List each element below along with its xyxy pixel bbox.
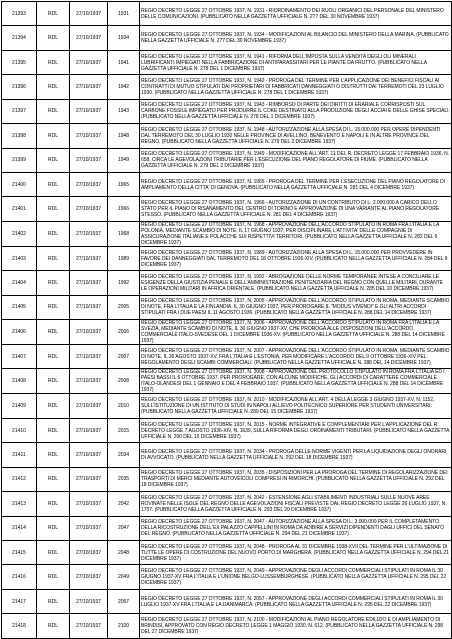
act-date: 27/10/1937: [70, 320, 108, 345]
act-description: REGIO DECRETO LEGGE 27 OTTOBRE 1937, N. 2035 - DISPOSIZIONI PER LA PROROGA DEL TERMINE DI REGOLARIZZAZIONE DEI TRASPORTI DI MERCI MEDIANTE AUTOVEICOLI COMPRESI IN RIMORCHI. (PUBBLICATO NELLA GAZZETTA UFFICIALE N. 292 DEL 18 DICEMBRE 1937): [140, 467, 452, 491]
act-date: 27/10/1937: [70, 246, 108, 270]
act-date: 27/10/1937: [70, 614, 108, 638]
act-type: RDL: [37, 75, 70, 99]
act-date: 27/10/1937: [70, 394, 108, 418]
table-row: [2, 148, 452, 172]
act-number: 2057: [108, 589, 140, 613]
act-date: 27/10/1937: [70, 295, 108, 319]
act-number: 2034: [108, 443, 140, 467]
act-date: 27/10/1937: [70, 221, 108, 246]
row-number: 21396: [2, 75, 37, 99]
row-number: 21406: [2, 320, 37, 345]
act-number: 1948: [108, 124, 140, 148]
act-type: RDL: [37, 467, 70, 491]
act-type: RDL: [37, 565, 70, 589]
act-type: RDL: [37, 492, 70, 516]
table-row: [2, 271, 452, 295]
row-number: 21411: [2, 443, 37, 467]
table-row: [2, 467, 452, 491]
table-row: [2, 345, 452, 369]
registry-table: [1, 1, 452, 639]
table-row: [2, 221, 452, 246]
row-number: 21410: [2, 418, 37, 442]
table-row: [2, 443, 452, 467]
act-number: 1931: [108, 2, 140, 26]
act-type: RDL: [37, 589, 70, 613]
row-number: 21400: [2, 172, 37, 196]
act-description: REGIO DECRETO LEGGE 27 OTTOBRE 1937, N. 1989 - AUTORIZZAZIONE ALLA SPESA DI L. 15.000.000 PER PROVVEDERE IN FAVORE DEI DANNEGGIATI DAL TERREMOTO DEL 18 OTTOBRE 1936-XIV. (PUBBLICATO NELLA GAZZETTA UFFICIALE N. 284 DEL 9 DICEMBRE 1937): [140, 246, 452, 270]
row-number: 21405: [2, 295, 37, 319]
table-row: [2, 50, 452, 74]
row-number: 21399: [2, 148, 37, 172]
act-number: 2047: [108, 516, 140, 540]
act-description: REGIO DECRETO LEGGE 27 OTTOBRE 1937, N. 1949 - MODIFICAZIONE ALL'ART. 11 DEL R. DECRETO LEGGE 17 FEBBRAIO 1936, N. 658, CIRCA LE AGEVOLAZIONI TRIBUTARIE PER L'ESECUZIONE DEL PIANO REGOLATORE DI FIUME. (PUBBLICATO NELLA GAZZETTA UFFICIALE N. 279 DEL 2 DICEMBRE 1937): [140, 148, 452, 172]
act-date: 27/10/1937: [70, 148, 108, 172]
act-date: 27/10/1937: [70, 516, 108, 540]
table-row: [2, 320, 452, 345]
act-type: RDL: [37, 394, 70, 418]
table-row: [2, 492, 452, 516]
act-number: 1934: [108, 26, 140, 50]
act-number: 2015: [108, 418, 140, 442]
row-number: 21416: [2, 565, 37, 589]
act-number: 2100: [108, 614, 140, 638]
act-description: REGIO DECRETO LEGGE 27 OTTOBRE 1937, N. 1992 - ABROGAZIONE DELLE NORME TEMPORANEE INTESE A CONCILIARE LE ESIGENZE DELLA GIUSTIZIA PENALE E DELL'AMMINISTRAZIONE PENITENZIARIA DEL REGNO CON QUELLE MILITARI, DURANTE LE OPERAZIONI MILITARI IN AFRICA ORIENTALE. (PUBBLICATO NELLA GAZZETTA UFFICIALE N. 285 DEL 10 DICEMBRE 1937): [140, 271, 452, 295]
row-number: 21412: [2, 467, 37, 491]
row-number: 21415: [2, 541, 37, 565]
table-row: [2, 2, 452, 26]
act-type: RDL: [37, 418, 70, 442]
table-row: [2, 516, 452, 540]
act-description: REGIO DECRETO LEGGE 27 OTTOBRE 1937, N. 2049 - APPROVAZIONE DEGLI ACCORDI COMMERCIALI STIPULATI IN ROMA IL 30 GIUGNO 1937-XV FRA L'ITALIA E L'UNIONE BELGO-LUSSEMBURGHESE. (PUBBLICATO NELLA GAZZETTA UFFICIALE N. 295 DEL 22 DICEMBRE 1937): [140, 565, 452, 589]
act-description: REGIO DECRETO LEGGE 27 OTTOBRE 1937, N. 1943 - RIMBORSO DI PARTE DEI DIRITTI DI ERARIALE CORRISPOSTI SUL CARBONE FOSSILE IMPIEGATO PER PRODURRE IL COKE DESTINATO ALLA PRODUZIONE DEGLI ACCIAI E DELLE GHISE SPECIALI. (PUBBLICATO NELLA GAZZETTA UFFICIALE N. 278 DEL 1 DICEMBRE 1937): [140, 99, 452, 123]
act-description: REGIO DECRETO LEGGE 27 OTTOBRE 1937, N. 1948 - AUTORIZZAZIONE ALLA SPESA DI L. 15.000.000 PER OPERE DIPENDENTI DAL TERREMOTO DEL 30 LUGLIO 1930 NELLE PROVINCE DI AVELLINO, BENEVENTO E NAPOLI E IN ALTRE PROVINCE DEL REGNO. (PUBBLICATO NELLA GAZZETTA UFFICIALE N. 279 DEL 2 DICEMBRE 1937): [140, 124, 452, 148]
act-number: 1992: [108, 271, 140, 295]
act-date: 27/10/1937: [70, 467, 108, 491]
row-number: 21401: [2, 197, 37, 221]
act-description: REGIO DECRETO LEGGE 27 OTTOBRE 1937, N. 1942 - PROROGA DEL TERMINE PER L'APPLICAZIONE DEI BENEFICI FISCALI AI CONTRATTI DI MUTUO STIPULATI DAI PROPRIETARI DI FABBRICATI DANNEGGIATI O DISTRUTTI DAI TERREMOTI DEL 23 LUGLIO 1930. (PUBBLICATO NELLA GAZZETTA UFFICIALE N. 278 DEL 1 DICEMBRE 1937): [140, 75, 452, 99]
act-type: RDL: [37, 320, 70, 345]
row-number: 21413: [2, 492, 37, 516]
table-row: [2, 26, 452, 50]
act-date: 27/10/1937: [70, 492, 108, 516]
row-number: 21404: [2, 271, 37, 295]
table-row: [2, 295, 452, 319]
row-number: 21407: [2, 345, 37, 369]
act-type: RDL: [37, 541, 70, 565]
act-number: 1965: [108, 172, 140, 196]
act-description: REGIO DECRETO LEGGE 27 OTTOBRE 1937, N. 1934 - MODIFICAZIONI AL BILANCIO DEL MINISTERO DELLA MARINA. (PUBBLICATO NELLA GAZZETTA UFFICIALE N. 277 DEL 30 NOVEMBRE 1937): [140, 26, 452, 50]
act-number: 2048: [108, 541, 140, 565]
act-type: RDL: [37, 26, 70, 50]
act-number: 2042: [108, 492, 140, 516]
act-description: REGIO DECRETO LEGGE 27 OTTOBRE 1937, N. 2100 - MODIFICAZIONI AL PIANO REGOLATORE EDILIZIO E DI AMPLIAMENTO DI BRINDISI, APPROVATO CON REGIO DECRETO LEGGE 1 MAGGIO 1930, N. 612. (PUBBLICATO NELLA GAZZETTA UFFICIALE N. 298 DEL 27 DICEMBRE 1937): [140, 614, 452, 638]
table-row: [2, 124, 452, 148]
act-number: 2006: [108, 320, 140, 345]
act-number: 1989: [108, 246, 140, 270]
act-date: 27/10/1937: [70, 418, 108, 442]
act-type: RDL: [37, 246, 70, 270]
act-type: RDL: [37, 148, 70, 172]
act-description: REGIO DECRETO LEGGE 27 OTTOBRE 1937, N. 2006 - APPROVAZIONE DELL'ACCORDO STIPULATO IN ROMA FRA L'ITALIA E LA SVEZIA, MEDIANTE SCAMBIO DI NOTE, IL 30 GIUGNO 1937-XV, CHE PROROGA ALLE DISPOSIZIONI DELL'ACCORDO COMMERCIALE ITALO-SVEDESE DEL 1 DICEMBRE 1936-XV. (PUBBLICATO NELLA GAZZETTA UFFICIALE N. 288 DEL 14 DICEMBRE 1937): [140, 320, 452, 345]
row-number: 21417: [2, 589, 37, 613]
act-description: REGIO DECRETO LEGGE 27 OTTOBRE 1937, N. 2007 - APPROVAZIONE DELL'ACCORDO STIPULATO IN ROMA, MEDIANTE SCAMBIO DI NOTE, IL 26 AGOSTO 1937-XV, FRA L'ITALIA E L'ESTONIA, PER MODIFICARE L'ACCORDO DEL 9 OTTOBRE 1936-XIV PEL REGOLAMENTO DEGLI SCAMBI COMMERCIALI. (PUBBLICATO NELLA GAZZETTA UFFICIALE N. 288 DEL 14 DICEMBRE 1937): [140, 345, 452, 369]
act-description: REGIO DECRETO LEGGE 27 OTTOBRE 1937, N. 2015 - NORME INTEGRATIVE E COMPLEMENTARI PER L'APPLICAZIONE DEL R. DECRETO LEGGE 7 AGOSTO 1936-XIV, N. 1639, SULLA RIFORMA DEGLI ORDINAMENTI TRIBUTARI. (PUBBLICATO NELLA GAZZETTA UFFICIALE N. 290 DEL 16 DICEMBRE 1937): [140, 418, 452, 442]
act-type: RDL: [37, 271, 70, 295]
row-number: 21403: [2, 246, 37, 270]
act-type: RDL: [37, 369, 70, 394]
act-description: REGIO DECRETO LEGGE 27 OTTOBRE 1937, N. 2010 - MODIFICAZIONE ALL'ART. 4 DELLA LEGGE 3 GIUGNO 1937-XV, N. 1152, SULL'ISTITUZIONE DI UN ISTITUTO DI STUDI IN NAPOLI ALLIEVO POLITECNICO SUPERIORE PER STUDENTI UNIVERSITARI. (PUBBLICATO NELLA GAZZETTA UFFICIALE N. 289 DEL 15 DICEMBRE 1937): [140, 394, 452, 418]
table-row: [2, 369, 452, 394]
act-number: 1966: [108, 197, 140, 221]
act-type: RDL: [37, 50, 70, 74]
act-date: 27/10/1937: [70, 443, 108, 467]
act-date: 27/10/1937: [70, 565, 108, 589]
row-number: 21394: [2, 26, 37, 50]
act-description: REGIO DECRETO LEGGE 27 OTTOBRE 1937, N. 2005 - APPROVAZIONE DELL'ACCORDO STIPULATO IN ROMA, MEDIANTE SCAMBIO DI NOTE, FRA L'ITALIA E LA FINLANDIA, IL 30 GIUGNO 1937, PER PROROGARE IL "MODUS VIVENDI" E GLI ALTRI ACCORDI STIPULATI FRA I DUE PAESI IL 11 AGOSTO 1936. (PUBBLICATO NELLA GAZZETTA UFFICIALE N. 288 DEL 14 DICEMBRE 1937): [140, 295, 452, 319]
row-number: 21418: [2, 614, 37, 638]
act-date: 27/10/1937: [70, 271, 108, 295]
table-row: [2, 394, 452, 418]
act-type: RDL: [37, 516, 70, 540]
act-number: 2007: [108, 345, 140, 369]
act-date: 27/10/1937: [70, 589, 108, 613]
act-date: 27/10/1937: [70, 369, 108, 394]
row-number: 21402: [2, 221, 37, 246]
act-type: RDL: [37, 172, 70, 196]
act-description: REGIO DECRETO LEGGE 27 OTTOBRE 1937, N. 2034 - PROROGA DELLE NORME VIGENTI PER LA LIQUIDAZIONE DEGLI ONORARI DI AVVOCATO. (PUBBLICATO NELLA GAZZETTA UFFICIALE N. 292 DEL 18 DICEMBRE 1937): [140, 443, 452, 467]
table-row: [2, 246, 452, 270]
act-description: REGIO DECRETO LEGGE 27 OTTOBRE 1937, N. 1966 - AUTORIZZAZIONE DI UN CONTRIBUTO DI L. 2.000.000 A CARICO DELLO STATO PER IL PIANO DI RISANAMENTO DEL CENTRO DI TORINO E APPROVAZIONE DI UNA VARIANTE AL PIANO REGOLATORE STESSO. (PUBBLICATO NELLA GAZZETTA UFFICIALE N. 281 DEL 4 DICEMBRE 1937): [140, 197, 452, 221]
act-number: 2010: [108, 394, 140, 418]
act-date: 27/10/1937: [70, 26, 108, 50]
act-date: 27/10/1937: [70, 75, 108, 99]
act-type: RDL: [37, 614, 70, 638]
act-description: REGIO DECRETO LEGGE 27 OTTOBRE 1937, N. 2047 - AUTORIZZAZIONE ALLA SPESA DI L. 3.000.000 PER IL COMPLETAMENTO DELLA RICOSTRUZIONE DELL'EX PALAZZO CAPPELLINI IN ROMA DA ADIBIRE A SERVIZI DIPENDENTI DAGLI UFFICI DEL SENATO DEL REGNO. (PUBBLICATO NELLA GAZZETTA UFFICIALE N. 294 DEL 21 DICEMBRE 1937): [140, 516, 452, 540]
act-description: REGIO DECRETO LEGGE 27 OTTOBRE 1937, N. 1931 - RIORDINAMENTO DEI RUOLI ORGANICI DEL PERSONALE DEL MINISTERO DELLE COMUNICAZIONI. (PUBBLICATO NELLA GAZZETTA UFFICIALE N. 277 DEL 30 NOVEMBRE 1937): [140, 2, 452, 26]
act-type: RDL: [37, 2, 70, 26]
act-description: REGIO DECRETO LEGGE 27 OTTOBRE 1937, N. 2057 - APPROVAZIONE DEGLI ACCORDI COMMERCIALI STIPULATI IN ROMA IL 30 LUGLIO 1937-XV FRA L'ITALIA E LA DANIMARCA. (PUBBLICATO NELLA GAZZETTA UFFICIALE N. 295 DEL 22 DICEMBRE 1937): [140, 589, 452, 613]
act-description: REGIO DECRETO LEGGE 27 OTTOBRE 1937, N. 2048 - PROROGA AL 31 DICEMBRE 1938-XVII DEL TERMINE PER L'ULTIMAZIONE DI TUTTE LE OPERE DI COSTRUZIONE DEL NUOVO PORTO DI MARGHERA. (PUBBLICATO NELLA GAZZETTA UFFICIALE N. 294 DEL 21 DICEMBRE 1937): [140, 541, 452, 565]
act-type: RDL: [37, 124, 70, 148]
table-row: [2, 614, 452, 638]
act-number: 1943: [108, 99, 140, 123]
act-number: 1968: [108, 221, 140, 246]
act-date: 27/10/1937: [70, 99, 108, 123]
act-date: 27/10/1937: [70, 541, 108, 565]
row-number: 21393: [2, 2, 37, 26]
act-type: RDL: [37, 345, 70, 369]
table-row: [2, 172, 452, 196]
act-description: REGIO DECRETO LEGGE 27 OTTOBRE 1937, N. 2042 - ESTENSIONE AGLI STABILIMENTI INDUSTRIALI SULLE NUOVE AREE ROVINATE NELLE ISOLE DEL REGNO DELLE AGEVOLAZIONI FISCALI PREVISTE DAL REGIO DECRETO LEGGE 26 LUGLIO 1937, N. 1707. (PUBBLICATO NELLA GAZZETTA UFFICIALE N. 293 DEL 20 DICEMBRE 1937): [140, 492, 452, 516]
act-type: RDL: [37, 99, 70, 123]
table-row: [2, 75, 452, 99]
act-date: 27/10/1937: [70, 197, 108, 221]
act-description: REGIO DECRETO LEGGE 27 OTTOBRE 1937, N. 2008 - APPROVAZIONE DEL PROTOCOLLO STIPULATO IN ROMA FRA L'ITALIA ED I PAESI BASSI IL 5 OTTOBRE 1937, PER PROROGARE, CON ALCUNE MODIFICHE, GLI ACCORDI DI CARATTERE COMMERCIALE ITALO-OLANDESI DEL 1 GENNAIO E DEL 4 FEBBRAIO 1937. (PUBBLICATO NELLA GAZZETTA UFFICIALE N. 288 DEL 14 DICEMBRE 1937): [140, 369, 452, 394]
row-number: 21409: [2, 394, 37, 418]
act-type: RDL: [37, 443, 70, 467]
act-description: REGIO DECRETO LEGGE 27 OTTOBRE 1937, N. 1941 - RIFORMA DELL'IMPOSTA SULLA VENDITA DEGLI OLI MINERALI LUBRIFICANTI IMPIEGATI NELLA FABBRICAZIONE DI ANTIPARASSITARI PER LE PIANTE DA FRUTTO. (PUBBLICATO NELLA GAZZETTA UFFICIALE N. 278 DEL 1 DICEMBRE 1937): [140, 50, 452, 74]
act-type: RDL: [37, 197, 70, 221]
act-number: 2005: [108, 295, 140, 319]
act-number: 1941: [108, 50, 140, 74]
act-date: 27/10/1937: [70, 345, 108, 369]
act-number: 1942: [108, 75, 140, 99]
act-description: REGIO DECRETO LEGGE 27 OTTOBRE 1937, N. 1968 - APPROVAZIONE DELL'ACCORDO STIPULATO IN ROMA FRA L'ITALIA E LA POLONIA, MEDIANTE SCAMBIO DI NOTE, IL 17 GIUGNO 1937, PER DISCIPLINARE L'ATTIVITA' DELLE COMPAGNIE DI ASSICURAZIONE ITALIANE E POLACCHE SUI RISPETTIVI TERRITORI. (PUBBLICATO NELLA GAZZETTA UFFICIALE N. 282 DEL 6 DICEMBRE 1937): [140, 221, 452, 246]
table-row: [2, 418, 452, 442]
act-number: 2049: [108, 565, 140, 589]
row-number: 21397: [2, 99, 37, 123]
act-number: 2008: [108, 369, 140, 394]
act-date: 27/10/1937: [70, 50, 108, 74]
act-description: REGIO DECRETO LEGGE 27 OTTOBRE 1937, N. 1965 - PROROGA DEL TERMINE PER L'ESECUZIONE DEL PIANO REGOLATORE DI AMPLIAMENTO DELLA CITTA' DI GENOVA. (PUBBLICATO NELLA GAZZETTA UFFICIALE N. 281 DEL 4 DICEMBRE 1937): [140, 172, 452, 196]
row-number: 21398: [2, 124, 37, 148]
registry-body: [2, 2, 452, 639]
row-number: 21408: [2, 369, 37, 394]
act-number: 1949: [108, 148, 140, 172]
row-number: 21414: [2, 516, 37, 540]
row-number: 21395: [2, 50, 37, 74]
act-type: RDL: [37, 221, 70, 246]
table-row: [2, 565, 452, 589]
act-type: RDL: [37, 295, 70, 319]
table-row: [2, 99, 452, 123]
act-date: 27/10/1937: [70, 172, 108, 196]
act-date: 27/10/1937: [70, 124, 108, 148]
act-number: 2035: [108, 467, 140, 491]
table-row: [2, 541, 452, 565]
table-row: [2, 589, 452, 613]
act-date: 27/10/1937: [70, 2, 108, 26]
table-row: [2, 197, 452, 221]
